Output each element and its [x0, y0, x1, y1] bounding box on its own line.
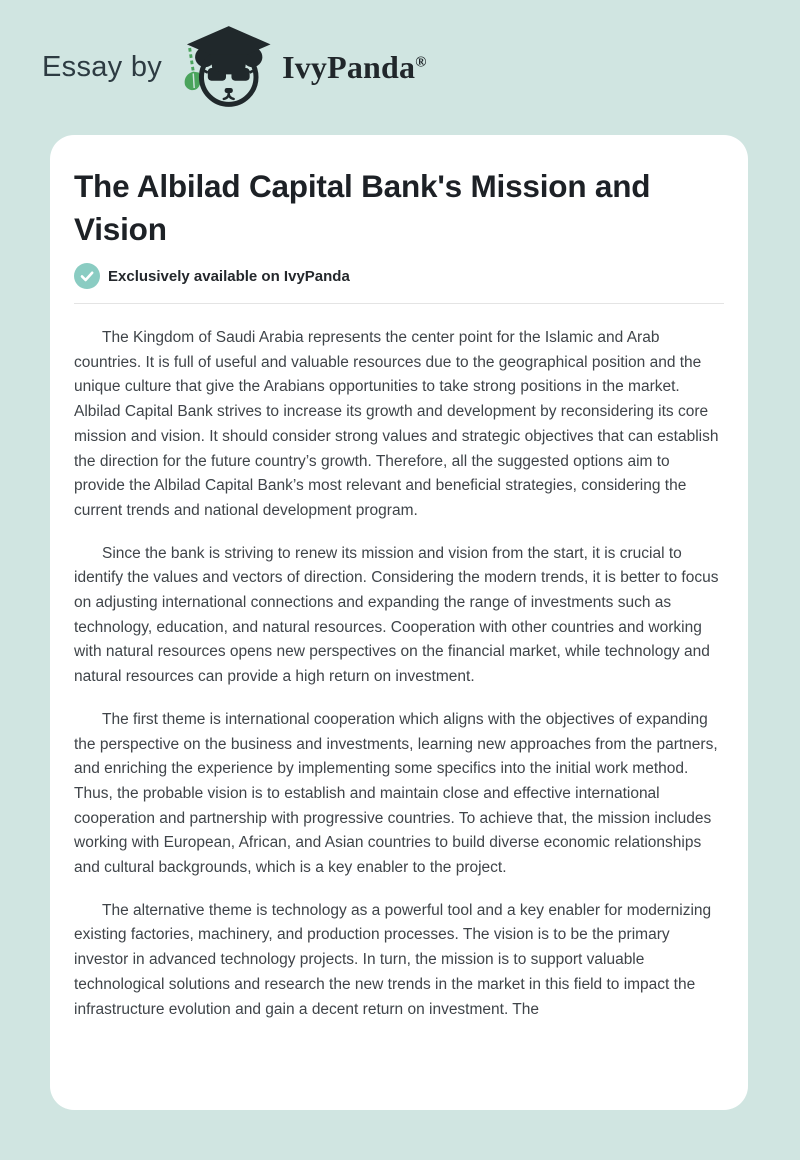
essay-by-label: Essay by [42, 51, 163, 83]
ivy-leaf-icon [185, 71, 201, 90]
page-title: The Albilad Capital Bank's Mission and Vision [74, 168, 651, 247]
graduation-cap-icon [187, 26, 271, 72]
site-header [0, 0, 800, 135]
exclusive-badge [74, 263, 724, 289]
essay-paragraph: Since the bank is striving to renew its mission and vision from the start, it is crucial to identify the values and vectors of direction. Considering the modern trends, it is better to focus on adjusting international connections and expanding the range of investments such as technology, education, and natural resources. Cooperation with other countries and working with natural resources opens new perspectives on the financial market, while technology and natural resources can provide a high return on investment. [74, 544, 719, 686]
registered-trademark: ® [415, 54, 427, 71]
check-icon [74, 263, 100, 289]
tassel-cord [190, 48, 194, 72]
brand-name [282, 49, 427, 86]
brand-text: IvyPanda [282, 49, 416, 85]
essay-body [74, 326, 724, 1022]
essay-card [50, 135, 748, 1110]
essay-paragraph: The Kingdom of Saudi Arabia represents the center point for the Islamic and Arab countries. It is full of useful and valuable resources due to the geographical position and the unique culture that give the Arabians opportunities to take strong positions in the market. Albilad Capital Bank strives to increase its growth and development by reconsidering its core mission and vision. It should consider strong values and strategic objectives that can establish the direction for the future country’s growth. Therefore, all the suggested options aim to provide the Albilad Capital Bank’s most relevant and beneficial strategies, considering the current trends and national development program. [74, 329, 719, 519]
ivypanda-logo[interactable] [176, 23, 427, 113]
panda-logo-icon [176, 23, 276, 113]
separator [74, 303, 724, 304]
essay-paragraph: The first theme is international cooperation which aligns with the objectives of expanding the perspective on the business and investments, learning new approaches from the partners, and enriching the experience by implementing some specifics into the initial work method. Thus, the probable vision is to establish and maintain close and effective international cooperation and partnership with progressive countries. To achieve that, the mission includes working with European, African, and Asian countries to build diverse economic relationships and cultural backgrounds, which is a key enabler to the project. [74, 710, 718, 877]
essay-paragraph: The alternative theme is technology as a powerful tool and a key enabler for modernizing existing factories, machinery, and production processes. The vision is to be the primary investor in advanced technology projects. In turn, the mission is to support valuable technological solutions and research the new trends in the market in this field to impact the infrastructure evolution and gain a decent return on investment. The [74, 901, 712, 1018]
exclusive-badge-label: Exclusively available on IvyPanda [108, 267, 350, 285]
